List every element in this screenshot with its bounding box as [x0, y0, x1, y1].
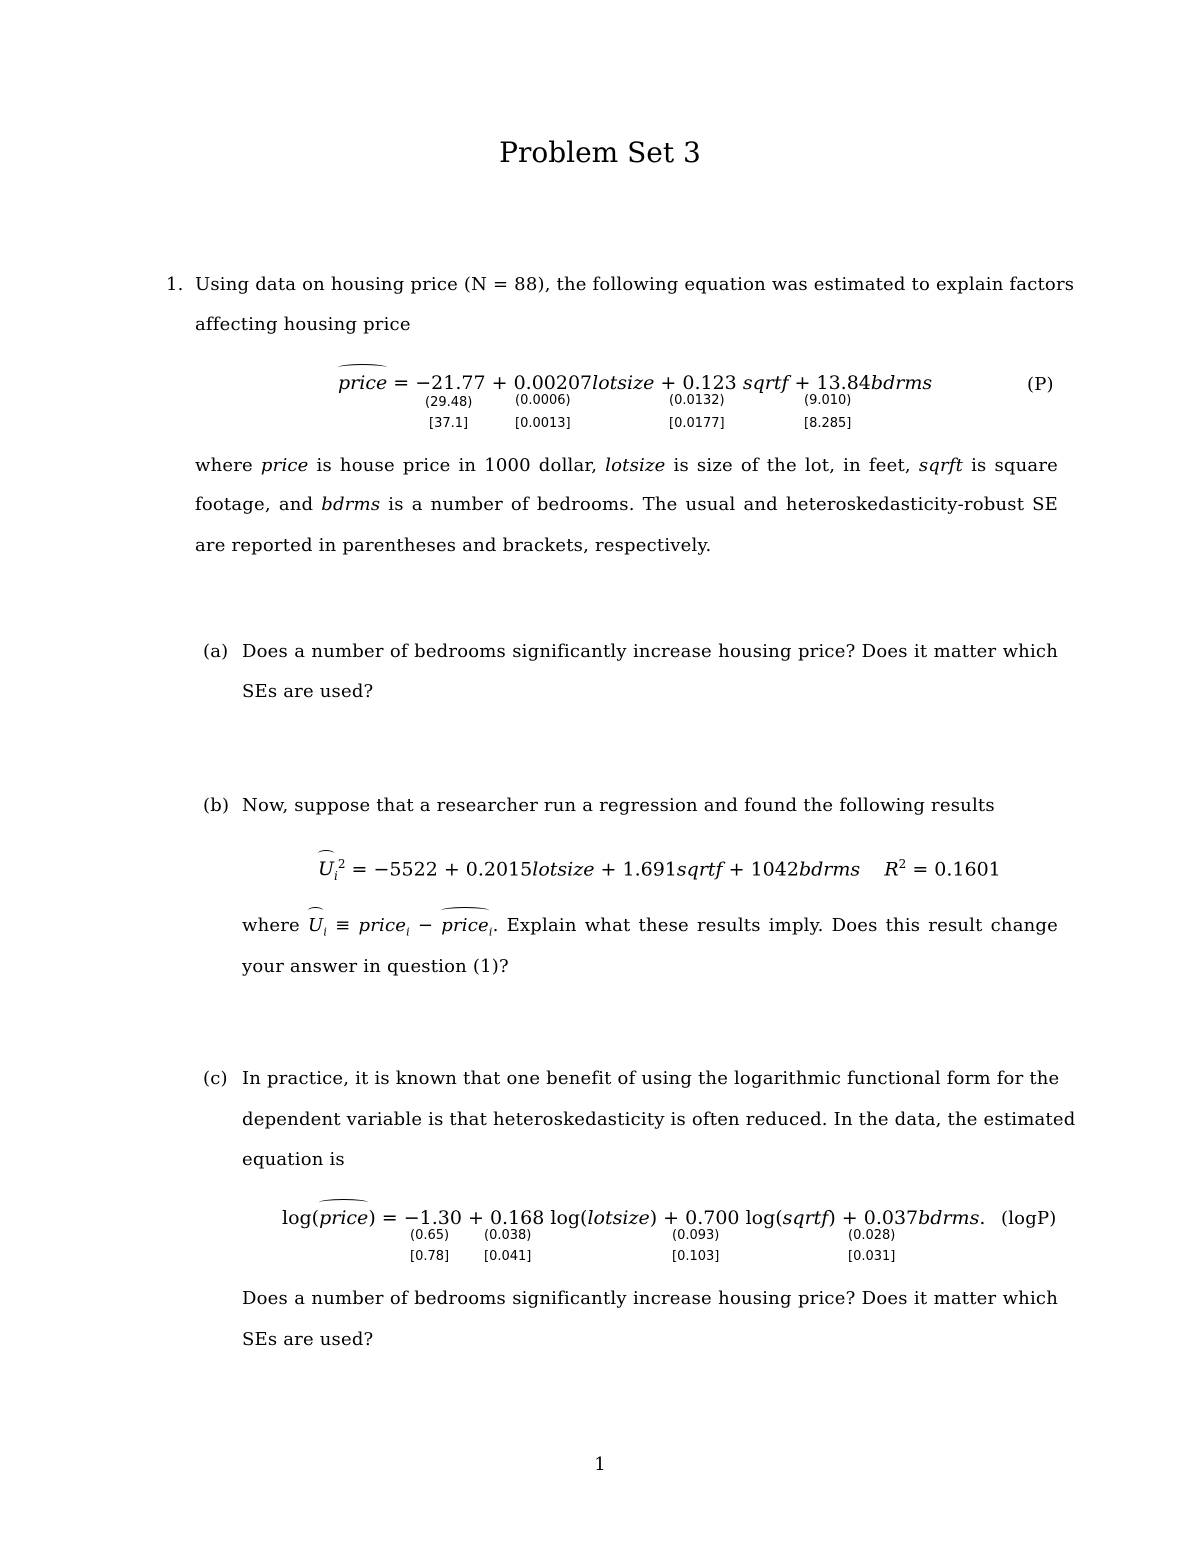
where-line-1: where price is house price in 1000 dollar, lotsize is size of the lot, in feet, sqrft is square — [195, 455, 1059, 476]
log-se-robust-2: [0.103] — [672, 1249, 720, 1264]
page-number: 1 — [594, 1454, 606, 1475]
intro-line-1: Using data on housing price (N = 88), the following equation was estimated to explain factors — [195, 274, 1075, 295]
intro-line-2: affecting housing price — [195, 314, 411, 335]
term-3-coef: + 13.84 — [794, 372, 871, 394]
part-c-line-3: equation is — [242, 1149, 345, 1170]
equation-logp: log(price) = −1.30 + 0.168 log(lotsize) + 0.700 log(sqrtf) + 0.037bdrms. — [282, 1207, 986, 1229]
se-robust-2: [0.0177] — [669, 416, 725, 431]
se-usual-1: (0.0006) — [515, 393, 571, 408]
where-line-3: are reported in parentheses and brackets, respectively. — [195, 535, 712, 556]
se-robust-1: [0.0013] — [515, 416, 571, 431]
se-usual-0: (29.48) — [425, 395, 473, 410]
part-a-label: (a) — [203, 641, 229, 662]
part-c-question-line-2: SEs are used? — [242, 1329, 374, 1350]
question-number: 1. — [166, 274, 184, 295]
se-usual-2: (0.0132) — [669, 393, 725, 408]
r-squared-label: R — [884, 858, 899, 881]
part-c-line-1: In practice, it is known that one benefit of using the logarithmic functional form for the — [242, 1068, 1060, 1089]
term-3-var: bdrms — [870, 372, 933, 394]
price-hat-log: price — [319, 1207, 369, 1229]
price-hat: price — [338, 372, 388, 394]
equation-p — [338, 371, 932, 395]
part-b-label: (b) — [203, 795, 230, 816]
log-se-usual-1: (0.038) — [484, 1228, 532, 1243]
part-b-last-line: your answer in question (1)? — [242, 956, 509, 977]
se-robust-3: [8.285] — [804, 416, 852, 431]
se-usual-3: (9.010) — [804, 393, 852, 408]
part-c-line-2: dependent variable is that heteroskedasticity is often reduced. In the data, the estimated — [242, 1109, 1076, 1130]
se-robust-0: [37.1] — [429, 416, 469, 431]
log-se-usual-3: (0.028) — [848, 1228, 896, 1243]
part-c-label: (c) — [203, 1068, 228, 1089]
equation-u2: $U_i^2 = -5522$ + 0.2015lotsize + 1.691sqrtf + 1042bdrms $R^2 = 0.1601$ — [318, 857, 1001, 884]
equation-tag-logp: (logP) — [1001, 1208, 1057, 1229]
equation-tag-p: (P) — [1027, 374, 1054, 395]
where-line-2: footage, and bdrms is a number of bedrooms. The usual and heteroskedasticity-robust SE — [195, 494, 1059, 515]
page-title: Problem Set 3 — [499, 136, 701, 169]
log-se-usual-0: (0.65) — [410, 1228, 450, 1243]
r-squared-value: = 0.1601 — [912, 858, 1001, 881]
log-se-robust-1: [0.041] — [484, 1249, 532, 1264]
term-1-var: lotsize — [592, 372, 655, 394]
part-b-line-1: Now, suppose that a researcher run a regression and found the following results — [242, 795, 995, 816]
eq-sign: = — [393, 372, 410, 394]
part-a-line-1: Does a number of bedrooms significantly increase housing price? Does it matter which — [242, 641, 1058, 662]
log-se-robust-0: [0.78] — [410, 1249, 450, 1264]
term-1-coef: + 0.00207 — [491, 372, 593, 394]
term-2-coef: + 0.123 — [660, 372, 737, 394]
term-2-var: sqrtf — [742, 372, 789, 394]
log-se-robust-3: [0.031] — [848, 1249, 896, 1264]
part-a-line-2: SEs are used? — [242, 681, 374, 702]
log-se-usual-2: (0.093) — [672, 1228, 720, 1243]
intercept: −21.77 — [415, 372, 486, 394]
part-b-where-line: where $U_i$ ≡ price$_i$ − price$_i$. Explain what these results imply. Does this result change — [242, 915, 1059, 939]
u-hat: U — [318, 858, 335, 881]
part-c-question-line-1: Does a number of bedrooms significantly increase housing price? Does it matter which — [242, 1288, 1058, 1309]
